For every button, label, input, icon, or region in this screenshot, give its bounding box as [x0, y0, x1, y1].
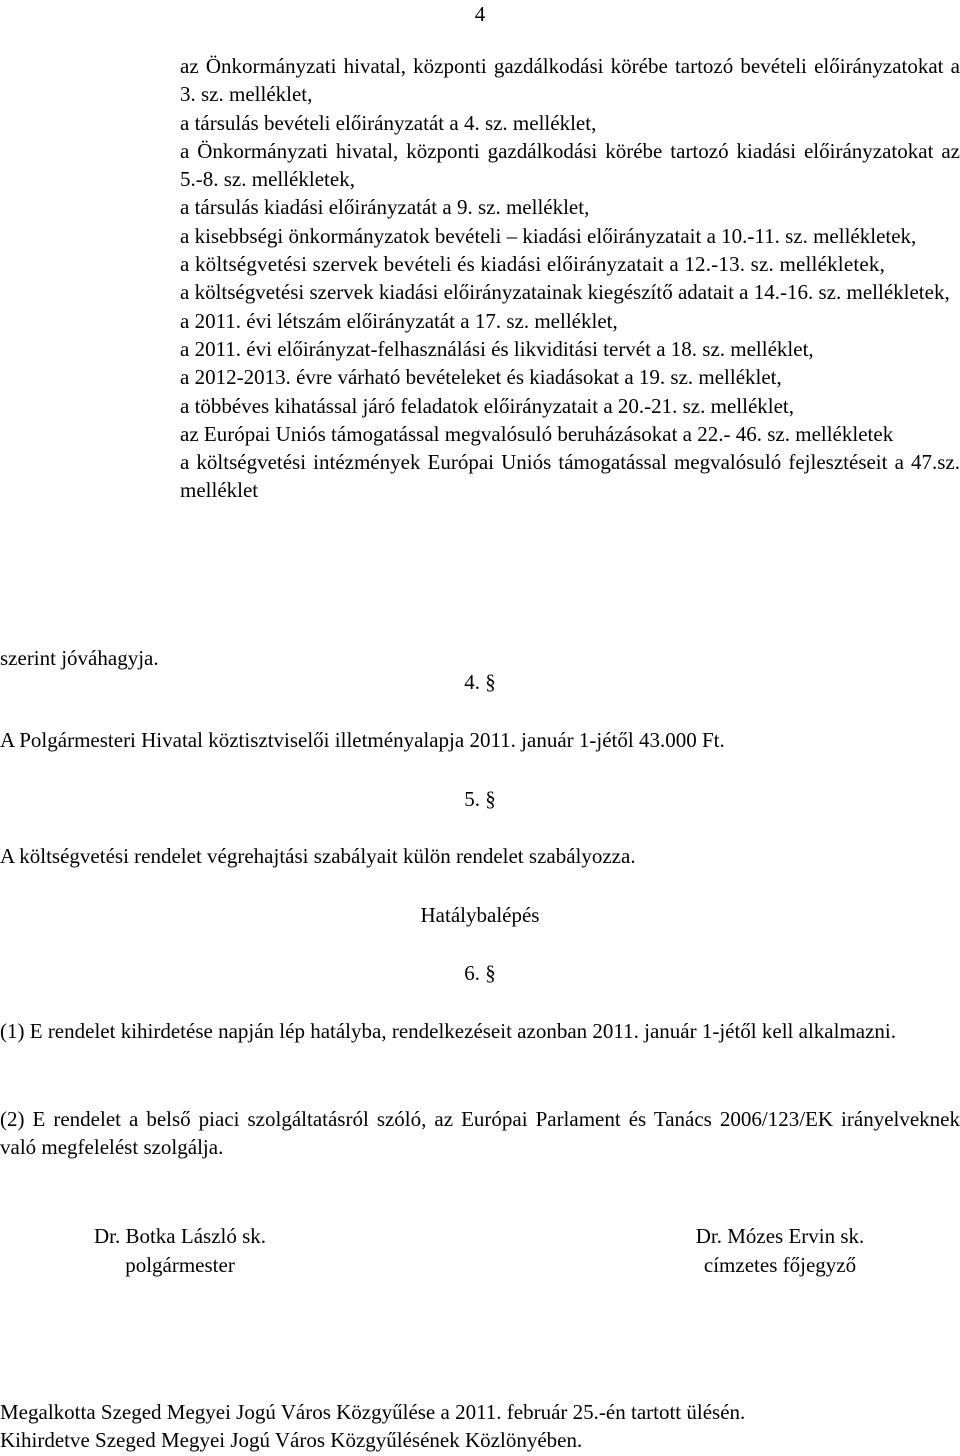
annex-list	[180, 52, 960, 505]
section-5-heading: 5. §	[464, 787, 496, 811]
adoption-note: Megalkotta Szeged Megyei Jogú Város Közgyűlése a 2011. február 25.-én tartott ülésén.	[0, 1400, 746, 1424]
annex-item: a 2011. évi előirányzat-felhasználási és likviditási tervét a 18. sz. melléklet,	[180, 336, 814, 361]
signatory-name: Dr. Botka László sk.	[93, 1224, 267, 1248]
chapter-title: Hatálybalépés	[420, 903, 540, 927]
annex-item: a költségvetési intézmények Európai Uniós támogatással megvalósuló fejlesztéseit a 47.sz. melléklet	[180, 450, 960, 503]
annex-item: az Európai Uniós támogatással megvalósuló beruházásokat a 22.- 46. sz. mellékletek	[180, 421, 894, 446]
section-6-paragraph-2: (2) E rendelet a belső piaci szolgáltatásról szóló, az Európai Parlament és Tanács 2006/123/EK irányelveknek való megfelelést szolgálja.	[0, 1107, 960, 1159]
publication-note: Kihirdetve Szeged Megyei Jogú Város Közgyűlésének Közlönyében.	[0, 1428, 583, 1452]
annex-item: a 2011. évi létszám előirányzatát a 17. sz. melléklet,	[180, 308, 618, 333]
annex-item: a költségvetési szervek kiadási előirányzatainak kiegészítő adatait a 14.-16. sz. mellékletek,	[180, 280, 950, 305]
section-6-heading: 6. §	[464, 961, 496, 985]
signatory-title: címzetes főjegyző	[703, 1253, 857, 1277]
page-number: 4	[474, 2, 486, 26]
annex-item: a 2012-2013. évre várható bevételeket és kiadásokat a 19. sz. melléklet,	[180, 365, 782, 390]
annex-item: a többéves kihatással járó feladatok előirányzatait a 20.-21. sz. melléklet,	[180, 393, 795, 418]
annex-item: a társulás kiadási előirányzatát a 9. sz. melléklet,	[180, 195, 590, 220]
annex-item: a Önkormányzati hivatal, központi gazdálkodási körébe tartozó kiadási előirányzatokat az 5.-8. sz. mellékletek,	[180, 138, 960, 192]
annex-item: a társulás bevételi előirányzatát a 4. sz. melléklet,	[180, 110, 597, 135]
signature-notary	[630, 1222, 930, 1280]
section-4-heading: 4. §	[464, 670, 496, 694]
section-6-paragraph-1: (1) E rendelet kihirdetése napján lép hatályba, rendelkezéseit azonban 2011. január 1-jétől kell alkalmazni.	[0, 1019, 897, 1043]
signature-mayor	[40, 1222, 320, 1280]
annex-item: a kisebbségi önkormányzatok bevételi – kiadási előirányzatait a 10.-11. sz. mellékletek,	[180, 223, 917, 248]
approval-tail: szerint jóváhagyja.	[0, 646, 159, 670]
annex-item: az Önkormányzati hivatal, központi gazdálkodási körébe tartozó bevételi előirányzatokat a 3. sz. melléklet,	[180, 54, 960, 107]
section-4-text: A Polgármesteri Hivatal köztisztviselői illetményalapja 2011. január 1-jétől 43.000 Ft.	[0, 728, 725, 752]
section-5-text: A költségvetési rendelet végrehajtási szabályait külön rendelet szabályozza.	[0, 844, 636, 868]
signatory-title: polgármester	[125, 1253, 235, 1277]
signatory-name: Dr. Mózes Ervin sk.	[695, 1224, 865, 1248]
annex-item: a költségvetési szervek bevételi és kiadási előirányzatait a 12.-13. sz. mellékletek,	[180, 252, 886, 277]
